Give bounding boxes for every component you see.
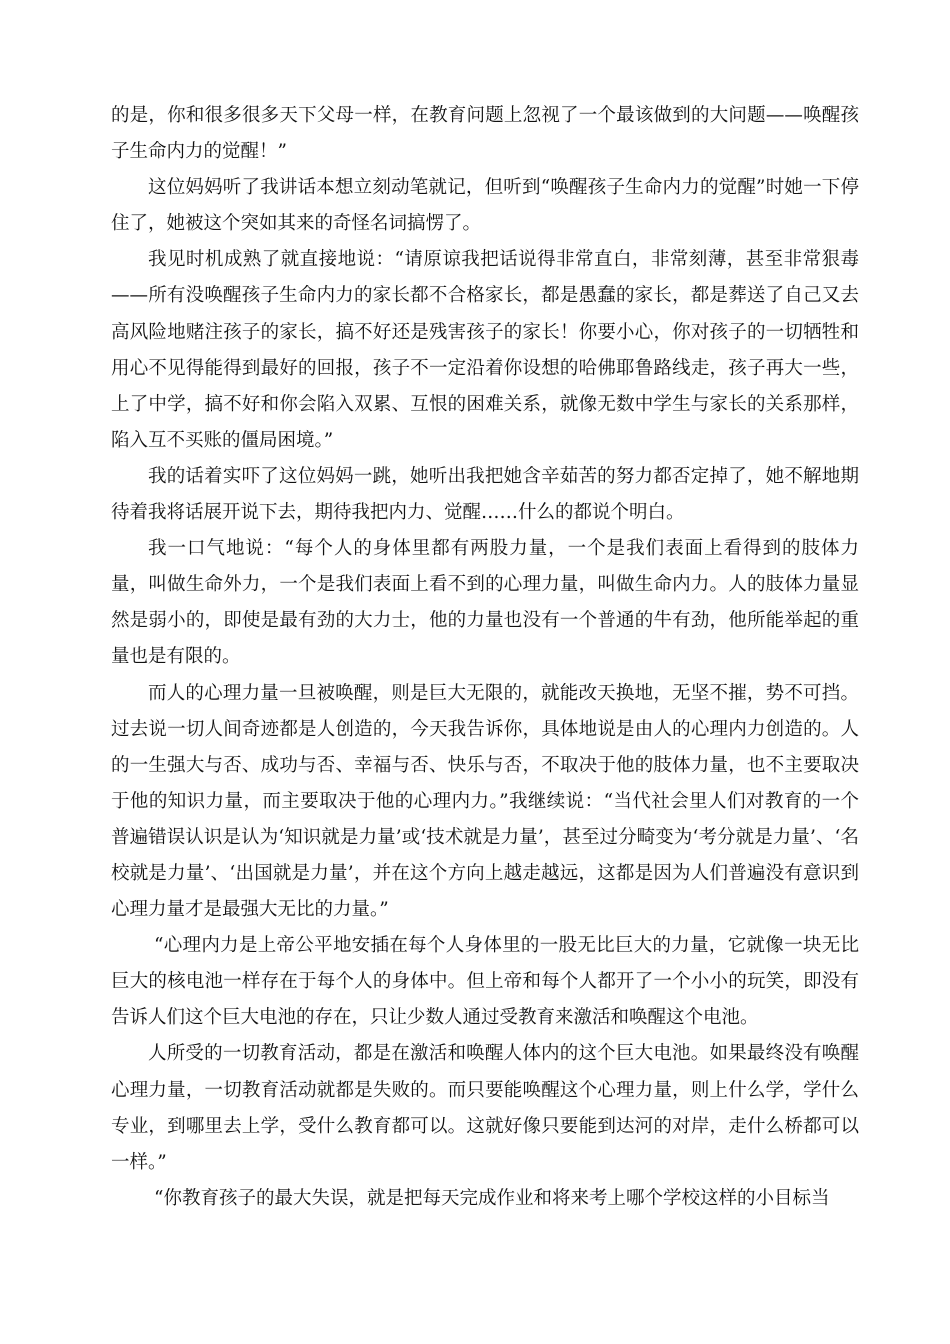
paragraph: 这位妈妈听了我讲话本想立刻动笔就记，但听到“唤醒孩子生命内力的觉醒”时她一下停住了，她被这个突如其来的奇怪名词搞愣了。 [111, 177, 859, 235]
paragraph: 人所受的一切教育活动，都是在激活和唤醒人体内的这个巨大电池。如果最终没有唤醒心理力量，一切教育活动就都是失败的。而只要能唤醒这个心理力量，则上什么学，学什么专业，到哪里去上学，受什么教育都可以。这就好像只要能到达河的对岸，走什么桥都可以一样。” [111, 1043, 859, 1173]
paragraph: “你教育孩子的最大失误，就是把每天完成作业和将来考上哪个学校这样的小目标当 [154, 1187, 830, 1209]
paragraph: 我见时机成熟了就直接地说：“请原谅我把话说得非常直白，非常刻薄，甚至非常狠毒——所有没唤醒孩子生命内力的家长都不合格家长，都是愚蠢的家长，都是葬送了自己又去高风险地赌注孩子的家长，搞不好还是残害孩子的家长！你要小心，你对孩子的一切牺牲和用心不见得能得到最好的回报，孩子不一定沿着你设想的哈佛耶鲁路线走，孩子再大一些，上了中学，搞不好和你会陷入双累、互恨的困难关系，就像无数中学生与家长的关系那样，陷入互不买账的僵局困境。” [111, 249, 859, 451]
paragraph-continuation: 的是，你和很多很多天下父母一样，在教育问题上忽视了一个最该做到的大问题——唤醒孩子生命内力的觉醒！” [111, 105, 859, 163]
paragraph: 我的话着实吓了这位妈妈一跳，她听出我把她含辛茹苦的努力都否定掉了，她不解地期待着我将话展开说下去，期待我把内力、觉醒……什么的都说个明白。 [111, 465, 859, 524]
paragraph: 我一口气地说：“每个人的身体里都有两股力量，一个是我们表面上看得到的肢体力量，叫做生命外力，一个是我们表面上看不到的心理力量，叫做生命内力。人的肢体力量显然是弱小的，即使是最有劲的大力士，他的力量也没有一个普通的牛有劲，他所能举起的重量也是有限的。 [111, 538, 859, 668]
article-body [111, 98, 859, 1217]
paragraph: 而人的心理力量一旦被唤醒，则是巨大无限的，就能改天换地，无坚不摧，势不可挡。过去说一切人间奇迹都是人创造的，今天我告诉你，具体地说是由人的心理内力创造的。人的一生强大与否、成功与否、幸福与否、快乐与否，不取决于他的肢体力量，也不主要取决于他的知识力量，而主要取决于他的心理内力。”我继续说：“当代社会里人们对教育的一个普遍错误认识是认为‘知识就是力量’或‘技术就是力量’，甚至过分畸变为‘考分就是力量’、‘名校就是力量’、‘出国就是力量’，并在这个方向上越走越远，这都是因为人们普遍没有意识到心理力量才是最强大无比的力量。” [111, 682, 859, 921]
paragraph: “心理内力是上帝公平地安插在每个人身体里的一股无比巨大的力量，它就像一块无比巨大的核电池一样存在于每个人的身体中。但上帝和每个人都开了一个小小的玩笑，即没有告诉人们这个巨大电池的存在，只让少数人通过受教育来激活和唤醒这个电池。 [111, 935, 859, 1029]
